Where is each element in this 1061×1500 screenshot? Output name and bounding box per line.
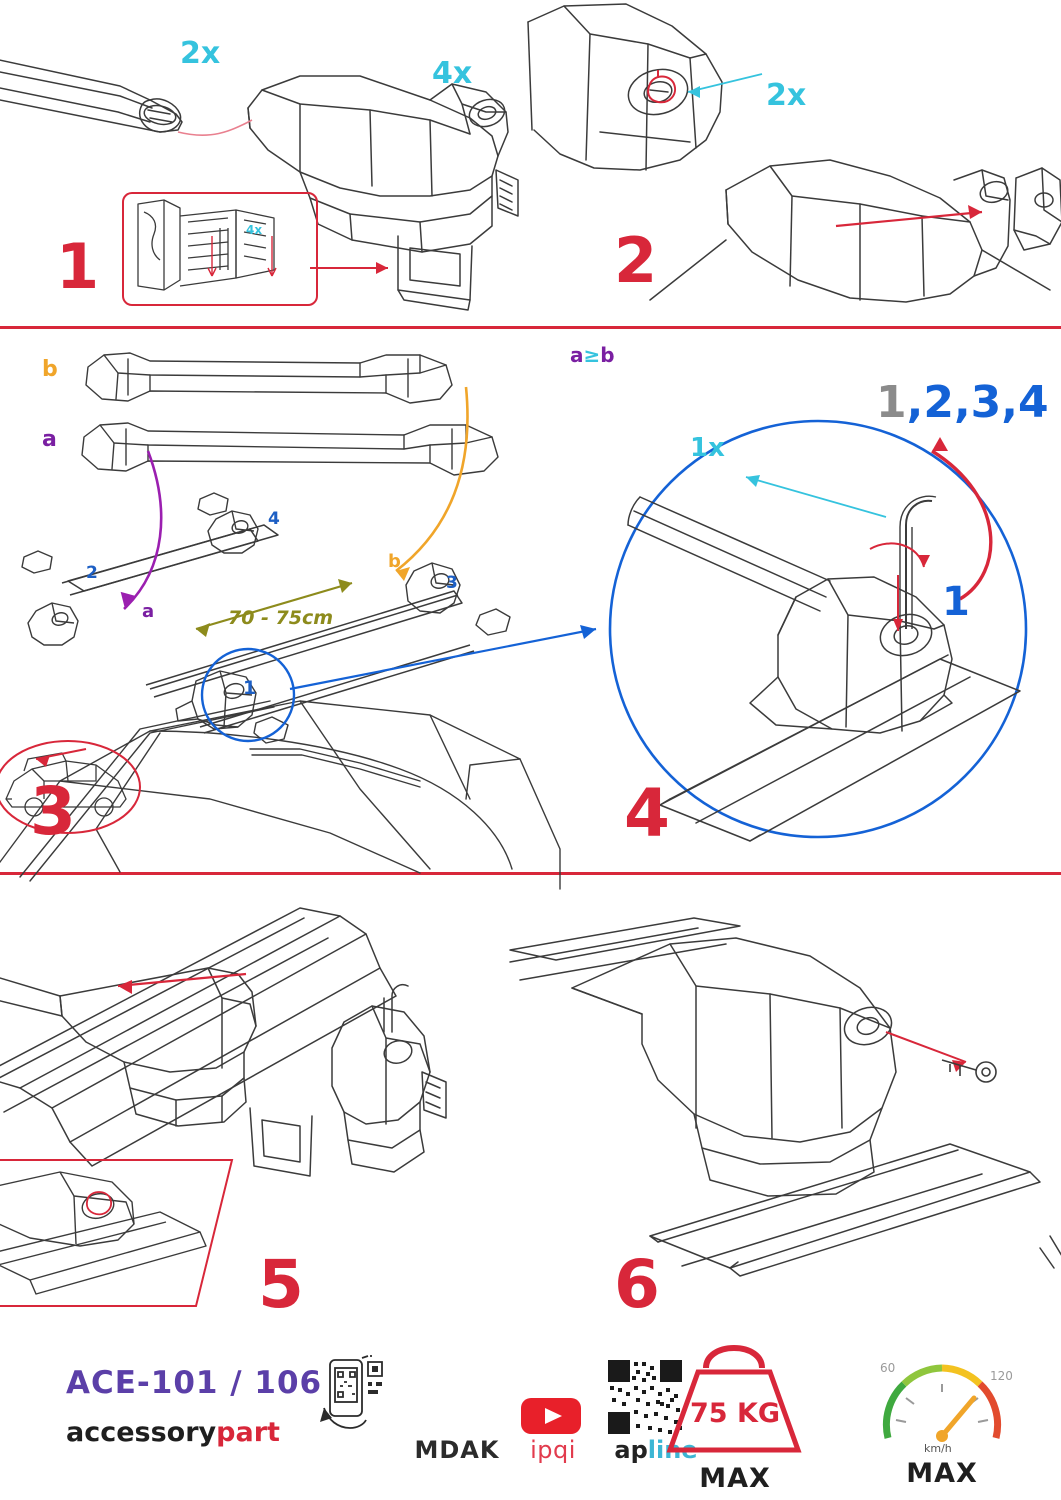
ipqi-label: ipqi [530, 1436, 576, 1464]
step-2-number: 2 [614, 224, 659, 297]
step-6-number: 6 [614, 1246, 661, 1323]
step-5-panel [0, 876, 530, 1340]
step-2-illustration [530, 0, 1061, 326]
step-4-panel [570, 329, 1061, 872]
step-1-inset-qty: 4x [246, 223, 263, 237]
step-1-inset-illustration [124, 194, 312, 300]
qr-scan-phone-icon [318, 1356, 408, 1442]
apline-label-part1: ap [614, 1436, 648, 1464]
step-6-illustration [530, 876, 1061, 1340]
speed-min-tick: 60 [880, 1361, 896, 1375]
step-3-distance-label: 70 - 75cm [228, 607, 334, 629]
step-4-sequence-first: 1 [876, 377, 907, 428]
step-4-qty-key: 1x [690, 433, 725, 463]
load-limit-block [660, 1346, 810, 1494]
step-3-mount-1-label: 1 [243, 677, 257, 699]
apline-label-part2: line [647, 1436, 698, 1464]
step-5-number: 5 [258, 1246, 305, 1323]
step-3-illustration [0, 329, 600, 872]
step-1-panel [0, 0, 530, 326]
brand-wordmark [66, 1417, 280, 1448]
speed-max-tick: 120 [990, 1369, 1013, 1383]
step-6-panel [530, 876, 1061, 1340]
step-2-panel [530, 0, 1061, 326]
divider-bottom [0, 872, 1061, 875]
ipqi-logo [508, 1436, 598, 1464]
brand-part2: part [216, 1417, 280, 1448]
step-3-mount-3-label: 3 [446, 573, 458, 593]
mdak-label: MDAK [414, 1436, 500, 1464]
step-4-condition: a≥b [570, 343, 615, 367]
footer [0, 1340, 1061, 1500]
step-1-qty-bar: 2x [180, 36, 221, 71]
step-3-path-b-label: b [388, 551, 401, 572]
step-3-mount-4-label: 4 [268, 509, 280, 529]
youtube-icon [518, 1394, 584, 1438]
step-4-turn-one: 1 [942, 579, 970, 625]
step-3-number: 3 [30, 773, 77, 850]
step-3-panel [0, 329, 600, 872]
brand-part1: accessory [66, 1417, 217, 1448]
step-1-qty-pad: 4x [432, 56, 473, 91]
step-3-path-a-label: a [142, 601, 155, 622]
speed-limit-caption: MAX [906, 1458, 978, 1489]
speed-limit-block [862, 1340, 1022, 1489]
model-code: ACE-101 / 106 [66, 1365, 323, 1401]
step-3-bar-b-label: b [42, 357, 58, 382]
mdak-logo [402, 1436, 512, 1464]
load-limit-value: 75 KG [689, 1398, 781, 1429]
load-limit-caption: MAX [699, 1463, 771, 1494]
speed-unit: km/h [924, 1442, 952, 1455]
step-4-number: 4 [624, 775, 671, 852]
step-1-number: 1 [56, 230, 101, 303]
step-1-inset [122, 192, 318, 306]
step-3-mount-2-label: 2 [86, 563, 98, 583]
step-3-bar-a-label: a [42, 427, 57, 452]
step-2-qty-lock: 2x [766, 78, 807, 113]
step-4-sequence-rest: ,2,3,4 [906, 377, 1049, 428]
speedometer-icon [862, 1340, 1022, 1456]
